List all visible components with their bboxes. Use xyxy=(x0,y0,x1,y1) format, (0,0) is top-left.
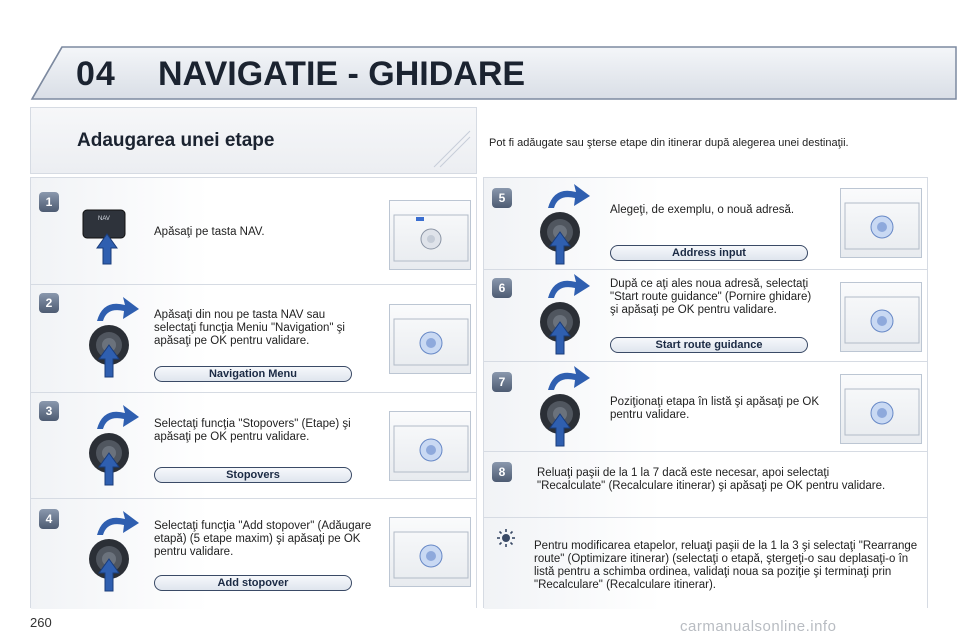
device-screen-thumbnail xyxy=(389,304,471,374)
rotary-knob-icon xyxy=(83,509,147,593)
steps-panel-left xyxy=(30,177,477,608)
watermark: carmanualsonline.info xyxy=(680,618,837,635)
device-screen-thumbnail xyxy=(389,517,471,587)
step-text: Selectaţi funcţia "Add stopover" (Adăugare etapă) (5 etape maxim) şi apăsaţi pe OK pentru validare. xyxy=(154,520,372,558)
step-row-5 xyxy=(484,178,927,270)
step-row-1 xyxy=(31,178,476,285)
step-number-badge: 3 xyxy=(39,401,59,421)
step-row-3 xyxy=(31,393,476,499)
rotary-knob-icon xyxy=(83,403,147,487)
step-row-6 xyxy=(484,270,927,362)
tip-row xyxy=(484,518,927,609)
chapter-title: NAVIGATIE - GHIDARE xyxy=(158,55,526,93)
step-text: Reluaţi paşii de la 1 la 7 dacă este necesar, apoi selectaţi "Recalculate" (Recalculare itinerar) şi apăsaţi pe OK pentru validare. xyxy=(537,467,886,492)
step-text: Poziţionaţi etapa în listă şi apăsaţi pe OK pentru validare. xyxy=(610,396,820,421)
chapter-number: 04 xyxy=(76,55,116,93)
rotary-knob-icon xyxy=(534,182,598,266)
rotary-knob-icon xyxy=(534,272,598,356)
device-screen-thumbnail xyxy=(389,200,471,270)
nav-key-label: NAV xyxy=(98,216,110,222)
menu-option-start-route-guidance: Start route guidance xyxy=(610,337,808,353)
section-title: Adaugarea unei etape xyxy=(77,130,275,151)
step-number-badge: 8 xyxy=(492,462,512,482)
step-text: După ce aţi ales noua adresă, selectaţi "Start route guidance" (Pornire ghidare) şi apăsaţi pe OK pentru validare. xyxy=(610,278,812,316)
nav-key-icon xyxy=(81,208,133,266)
device-screen-thumbnail xyxy=(840,374,922,444)
step-row-7 xyxy=(484,362,927,452)
step-number-badge: 4 xyxy=(39,509,59,529)
page-number: 260 xyxy=(30,615,52,630)
corner-lines-decoration xyxy=(432,129,472,169)
sun-tip-icon xyxy=(496,528,516,548)
device-screen-thumbnail xyxy=(840,188,922,258)
step-text: Selectaţi funcţia "Stopovers" (Etape) şi apăsaţi pe OK pentru validare. xyxy=(154,418,351,443)
step-row-4 xyxy=(31,499,476,609)
step-number-badge: 2 xyxy=(39,293,59,313)
section-intro: Pot fi adăugate sau şterse etape din itinerar după alegerea unei destinaţii. xyxy=(489,137,849,149)
rotary-knob-icon xyxy=(83,295,147,379)
step-row-8 xyxy=(484,452,927,518)
chapter-header xyxy=(30,45,958,102)
device-screen-thumbnail xyxy=(389,411,471,481)
menu-option-navigation-menu: Navigation Menu xyxy=(154,366,352,382)
section-header xyxy=(30,107,477,174)
step-number-badge: 6 xyxy=(492,278,512,298)
menu-option-add-stopover: Add stopover xyxy=(154,575,352,591)
step-text: Apăsaţi din nou pe tasta NAV sau selectaţi funcţia Meniu "Navigation" şi apăsaţi pe OK pentru validare. xyxy=(154,309,345,347)
step-number-badge: 7 xyxy=(492,372,512,392)
step-row-2 xyxy=(31,285,476,393)
menu-option-stopovers: Stopovers xyxy=(154,467,352,483)
step-text: Apăsaţi pe tasta NAV. xyxy=(154,226,265,238)
step-text: Alegeţi, de exemplu, o nouă adresă. xyxy=(610,204,795,216)
steps-panel-right xyxy=(483,177,928,608)
rotary-knob-icon xyxy=(534,364,598,448)
menu-option-address-input: Address input xyxy=(610,245,808,261)
device-screen-thumbnail xyxy=(840,282,922,352)
step-number-badge: 5 xyxy=(492,188,512,208)
step-number-badge: 1 xyxy=(39,192,59,212)
tip-text: Pentru modificarea etapelor, reluaţi paşii de la 1 la 3 şi selectaţi "Rearrange route" (Optimizare itinerar) (selectaţi o etapă, ştergeţi-o sau deplasaţi-o în listă pentru a schimba ordinea, validaţi noua sa poziţie şi terminaţi prin "Recalculare" (Recalculare itinerar). xyxy=(534,540,918,591)
